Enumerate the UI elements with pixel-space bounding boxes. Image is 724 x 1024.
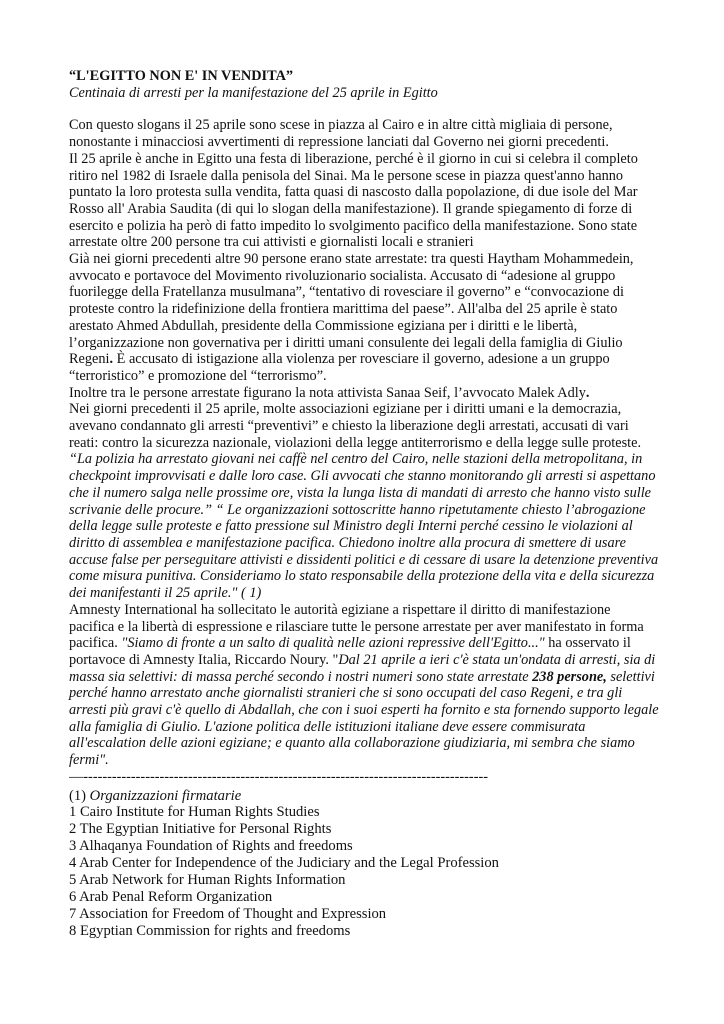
paragraph-4-bold-period: . [585,384,590,401]
paragraph-7-quote-2: Dal 21 aprile a ieri c'è stata un'ondata di arresti, sia di massa sia selettivi: di massa perché secondo i nostri numeri sono state arrestate [69,651,656,685]
list-item: 7 Association for Freedom of Thought and Expression [69,905,387,922]
list-item: 6 Arab Penal Reform Organization [69,888,273,905]
paragraph-2: Il 25 aprile è anche in Egitto una festa di liberazione, perché è il giorno in cui si celebra il completo ritiro nel 1982 di Israele dalla penisola del Sinai. Ma le persone scese in piazza quest'anno hanno puntato la loro protesta sulla vendita, fatta quasi di nascosto dalla popolazione, di due isole del Mar Rosso all' Arabia Saudita (di qui lo slogan della manifestazione). Il grande spiegamento di forze di esercito e polizia ha però di fatto impedito lo svolgimento pacifico della manifestazione. Sono state arrestate oltre 200 persone tra cui attivisti e giornalisti locali e stranieri [69,150,638,251]
paragraph-3-text-end: È accusato di istigazione alla violenza per rovesciare il governo, adesione a un gruppo “terroristico” e promozione del “terrorismo”. [69,351,610,384]
footnote-heading: Organizzazioni firmatarie [89,787,242,804]
paragraph-7-quote-3: selettivi perché hanno arrestato anche giornalisti stranieri che si sono occupati del caso Regeni, e tra gli arresti più gravi c'è quello di Abdallah, che con i suoi esperti ha fornito e sta fornendo supporto legale alla famiglia di Giulio. L'azione politica delle istituzioni italiane deve essere commisurata all'escalation delle azioni egiziane; e quanto alla collaborazione giudiziaria, mi sembra che siamo fermi". [69,668,659,769]
article-body [69,68,659,940]
list-item: 3 Alhaqanya Foundation of Rights and freedoms [69,838,353,855]
footnote-divider: —------------------------------------------------------------------------------------- [69,768,488,785]
paragraph-7-quote-1: "Siamo di fronte a un salto di qualità nelle azioni repressive dell'Egitto..." [121,635,545,652]
paragraph-3-bold-period: . [109,351,114,368]
paragraph-7-text: Amnesty International ha sollecitato le autorità egiziane a rispettare il diritto di manifestazione pacifica e la libertà di espressione e rilasciare tutte le persone arrestate per aver manifestato in forma pacifica. [69,601,644,652]
list-item: 4 Arab Center for Independence of the Judiciary and the Legal Profession [69,855,499,872]
list-item: 1 Cairo Institute for Human Rights Studies [69,804,320,821]
paragraph-3-text: Già nei giorni precedenti altre 90 persone erano state arrestate: tra questi Haytham Mohammedein, avvocato e portavoce del Movimento rivoluzionario socialista. Accusato di “adesione al gruppo fuorilegge della Fratellanza musulmana”, “tentativo di rovesciare il governo” e “convocazione di proteste contro la ridefinizione della frontiera marittima del paese”. All'alba del 25 aprile è stato arestato Ahmed Abdullah, presidente della Commissione egiziana per i diritti e le libertà, l’organizzazione non governativa per i diritti umani consulente dei legali della famiglia di Giulio Regeni [69,251,634,368]
paragraph-1: Con questo slogans il 25 aprile sono scese in piazza al Cairo e in altre città migliaia di persone, nonostante i minacciosi avvertimenti di repressione lanciati dal Governo nei giorni precedenti. [69,117,613,151]
paragraph-4-text: Inoltre tra le persone arrestate figurano la nota attivista Sanaa Seif, l’avvocato Malek Adly [69,384,586,401]
footnote-marker: (1) [69,787,90,804]
paragraph-7-bold-count: 238 persone, [532,668,607,685]
paragraph-7 [69,602,659,769]
paragraph-4 [69,385,659,402]
article-title: “L'EGITTO NON E' IN VENDITA” [69,68,294,84]
paragraph-6-quote: “La polizia ha arrestato giovani nei caffè nel centro del Cairo, nelle stazioni della metropolitana, in checkpoint improvvisati e dalle loro case. Gli avvocati che stanno monitorando gli arresti si aspettano che il numero salga nelle prossime ore, vista la lunga lista di mandati di arresto che hanno visto sulle scrivanie delle procure.” “ Le organizzazioni sottoscritte hanno ripetutamente chiesto l’abrogazione della legge sulle proteste e fatto pressione sul Ministro degli Interni perché cessino le violazioni al diritto di assemblea e manifestazione pacifica. Chiedono inoltre alla procura di smettere di usare accuse false per perseguitare attivisti e dissidenti politici e di cessare di usare la detenzione preventiva come misura punitiva. Consideriamo lo stato responsabile della protezione della vita e della sicurezza dei manifestanti il 25 aprile." ( 1) [69,451,659,602]
list-item: 8 Egyptian Commission for rights and freedoms [69,922,351,939]
footnote-section [69,788,659,940]
paragraph-7-attribution: ha osservato il portavoce di Amnesty Italia, Riccardo Noury. " [69,635,631,668]
article-subtitle: Centinaia di arresti per la manifestazione del 25 aprile in Egitto [69,84,438,101]
list-item: 5 Arab Network for Human Rights Information [69,872,346,889]
footnote-heading-line [69,788,659,805]
list-item: 2 The Egyptian Initiative for Personal Rights [69,821,332,838]
paragraph-5: Nei giorni precedenti il 25 aprile, molte associazioni egiziane per i diritti umani e la democrazia, avevano condannato gli arresti “preventivi” e chiesto la liberazione degli arrestati, accusati di vari reati: contro la sicurezza nazionale, violazioni della legge antiterrorismo e della legge sulle proteste. [69,401,642,451]
paragraph-3 [69,251,659,385]
